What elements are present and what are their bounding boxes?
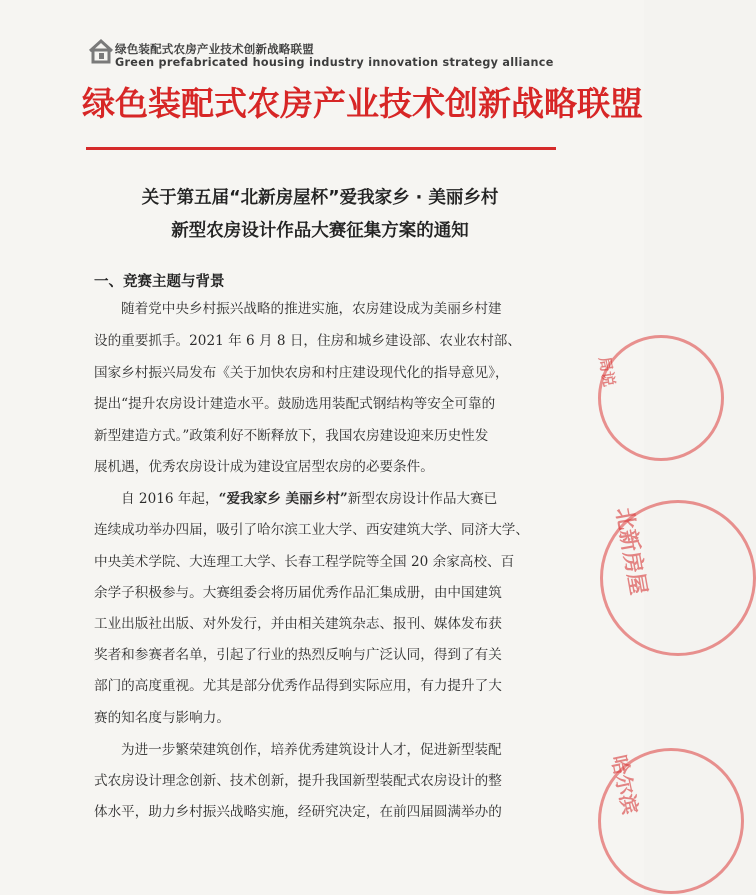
body-line <box>94 424 488 444</box>
document-title-line-2: 新型农房设计作品大赛征集方案的通知 <box>171 221 469 241</box>
section-heading: 一、竞赛主题与背景 <box>94 274 225 290</box>
body-run: 提出“提升农房设计建造水平。鼓励选用装配式钢结构等安全可靠的 <box>94 396 496 412</box>
body-line <box>94 329 521 349</box>
masthead-title: 绿色装配式农房产业技术创新战略联盟 <box>82 84 643 123</box>
body-line <box>94 361 509 381</box>
body-line <box>94 643 502 663</box>
body-run: 国家乡村振兴局发布《关于加快农房和村庄建设现代化的指导意见》， <box>94 365 509 381</box>
body-line <box>94 769 502 789</box>
body-line <box>121 487 497 507</box>
body-line <box>94 800 502 820</box>
body-bold-run: “爱我家乡 美丽乡村” <box>218 491 348 507</box>
body-run: 新型建造方式。”政策利好不断释放下，我国农房建设迎来历史性发 <box>94 428 489 444</box>
body-run: 余学子积极参与。大赛组委会将历届优秀作品汇集成册，由中国建筑 <box>94 585 502 601</box>
body-run: 连续成功举办四届，吸引了哈尔滨工业大学、西安建筑大学、同济大学、 <box>94 522 529 538</box>
body-line <box>94 581 502 601</box>
body-run: 展机遇，优秀农房设计成为建设宜居型农房的必要条件。 <box>94 459 434 475</box>
body-line <box>94 550 514 570</box>
document-title-line-1: 关于第五届“北新房屋杯”爱我家乡 · 美丽乡村 <box>141 188 499 208</box>
body-line <box>94 455 434 475</box>
seal-stamp-1 <box>598 335 724 461</box>
body-line <box>94 392 495 412</box>
body-run: 自 2016 年起， <box>121 491 219 507</box>
body-line <box>94 612 502 632</box>
body-run: 设的重要抓手。2021 年 6 月 8 日，住房和城乡建设部、农业农村部、 <box>94 333 521 349</box>
body-run: 赛的知名度与影响力。 <box>94 710 230 726</box>
org-name-en: Green prefabricated housing industry innovation strategy alliance <box>115 56 554 69</box>
house-logo-icon <box>88 38 114 64</box>
body-run: 奖者和参赛者名单，引起了行业的热烈反响与广泛认同，得到了有关 <box>94 647 502 663</box>
body-line <box>94 674 502 694</box>
body-run: 新型农房设计作品大赛已 <box>347 491 498 507</box>
body-line <box>121 738 502 758</box>
masthead-divider <box>86 147 556 150</box>
org-name-cn: 绿色装配式农房产业技术创新战略联盟 <box>115 42 314 56</box>
body-run: 体水平，助力乡村振兴战略实施，经研究决定，在前四届圆满举办的 <box>94 804 502 820</box>
seal-stamp-2-text: 北新房屋 <box>610 505 651 597</box>
seal-stamp-1-text: 局说 <box>595 355 619 389</box>
body-run: 为进一步繁荣建筑创作，培养优秀建筑设计人才，促进新型装配 <box>121 742 502 758</box>
body-run: 中央美术学院、大连理工大学、长春工程学院等全国 20 余家高校、百 <box>94 554 515 570</box>
body-line <box>94 706 230 726</box>
body-run: 工业出版社出版、对外发行，并由相关建筑杂志、报刊、媒体发布获 <box>94 616 502 632</box>
body-run: 式农房设计理念创新、技术创新，提升我国新型装配式农房设计的整 <box>94 773 502 789</box>
body-line <box>121 297 502 317</box>
body-run: 部门的高度重视。尤其是部分优秀作品得到实际应用，有力提升了大 <box>94 678 502 694</box>
body-line <box>94 518 529 538</box>
seal-stamp-3-text: 哈尔滨 <box>606 752 643 817</box>
body-run: 随着党中央乡村振兴战略的推进实施，农房建设成为美丽乡村建 <box>121 301 502 317</box>
